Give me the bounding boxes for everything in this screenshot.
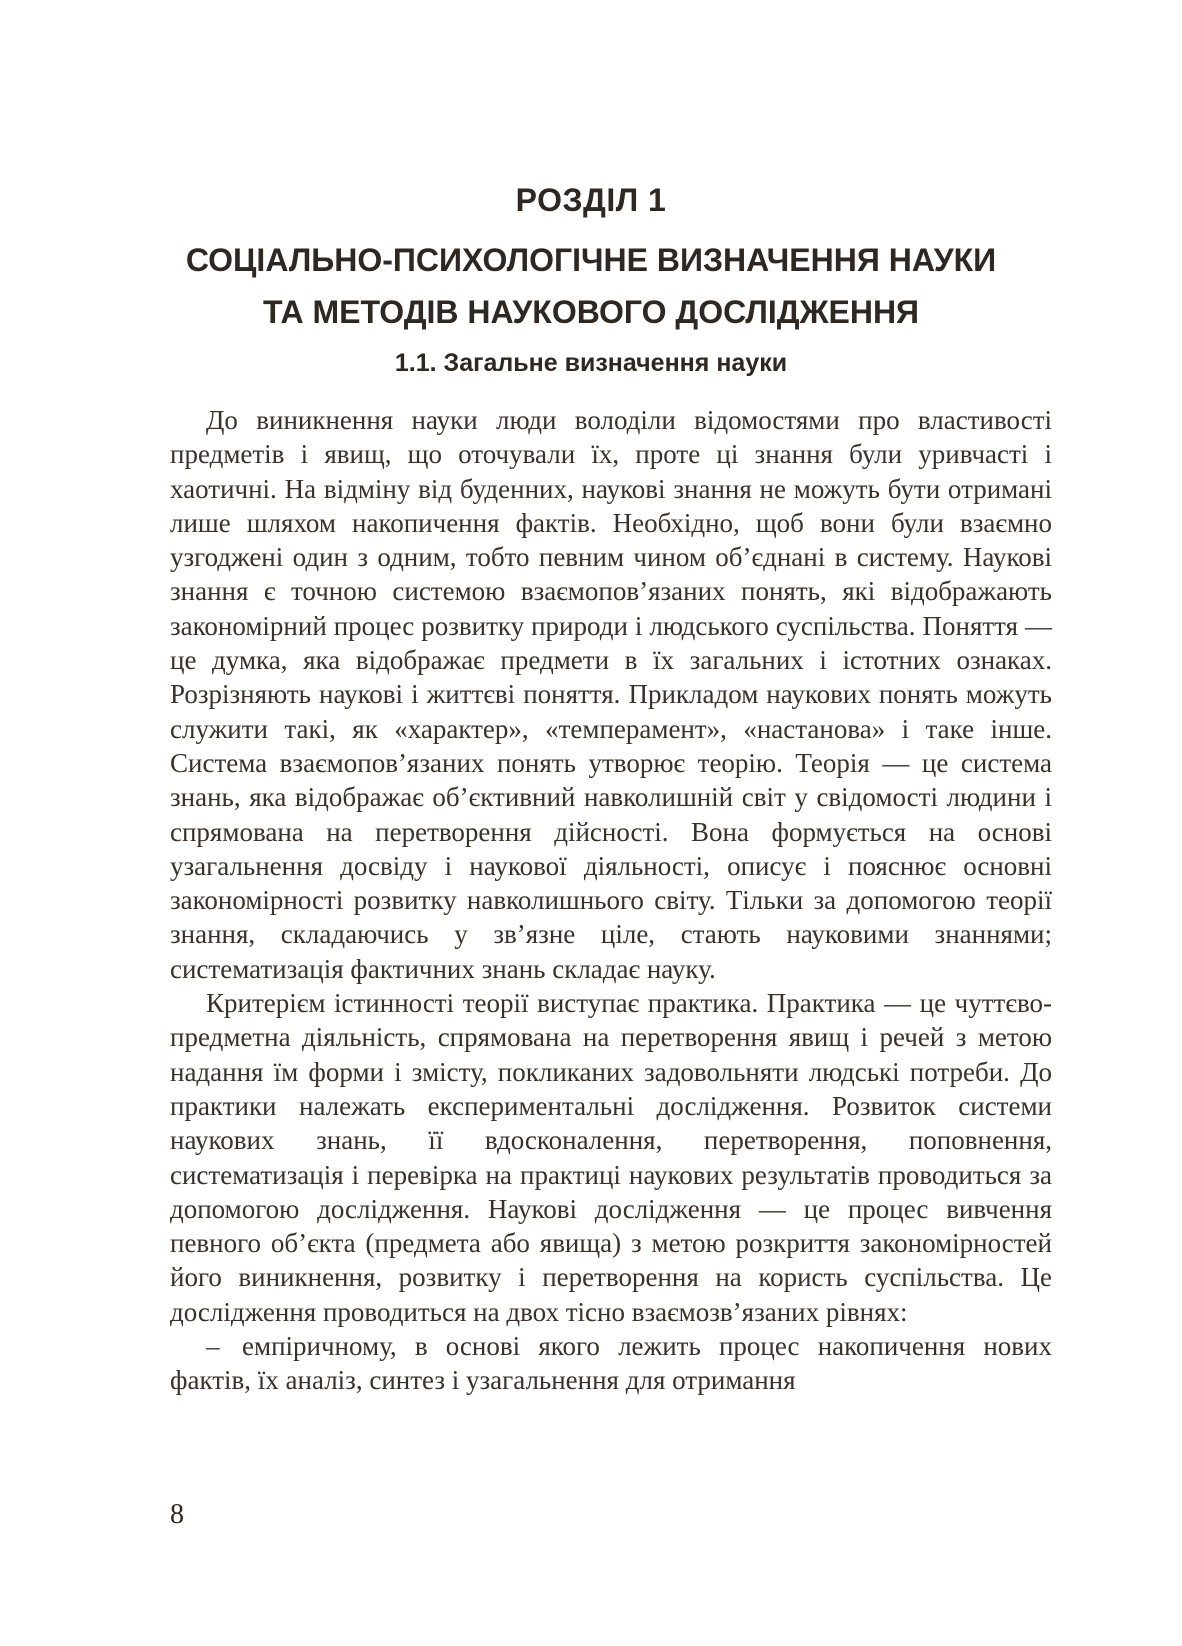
chapter-title [0,234,1182,338]
list-item-text: емпіричному, в основі якого лежить процес накопичення нових фактів, їх аналіз, синтез і узагальнення для отримання [170,1331,1052,1396]
paragraph: Критерієм істинності теорії виступає практика. Практика — це чуттєво-предметна діяльність, спрямована на перетворення явищ і речей з метою надання їм форми і змісту, покликаних задовольняти людські потреби. До практики належать експериментальні дослідження. Розвиток системи наукових знань, її вдосконалення, перетворення, поповнення, систематизація і перевірка на практиці наукових результатів проводиться за допомогою дослідження. Наукові дослідження — це процес вивчення певного об’єкта (предмета або явища) з метою розкриття закономірностей його виникнення, розвитку і перетворення на користь суспільства. Це дослідження проводиться на двох тісно взаємозв’язаних рівнях: [170,988,1052,1327]
paragraph: До виникнення науки люди володіли відомостями про властивості предметів і явищ, що оточували їх, проте ці знання були уривчасті і хаотичні. На відміну від буденних, наукові знання не можуть бути отримані лише шляхом накопичення фактів. Необхідно, щоб вони були взаємно узгоджені один з одним, тобто певним чином об’єднані в систему. Наукові знання є точною системою взаємопов’язаних понять, які відображають закономірний процес розвитку природи і людського суспільства. Поняття — це думка, яка відображає предмети в їх загальних і істотних ознаках. Розрізняють наукові і життєві поняття. Прикладом наукових понять можуть служити такі, як «характер», «темперамент», «настанова» і таке інше. Система взаємопов’язаних понять утворює теорію. Теорія — це система знань, яка відображає об’єктивний навколишній світ у свідомості людини і спрямована на перетворення дійсності. Вона формується на основі узагальнення досвіду і наукової діяльності, описує і пояснює основні закономірності розвитку навколишнього світу. Тільки за допомогою теорії знання, складаючись у зв’язне ціле, стають науковими знаннями; систематизація фактичних знань складає науку. [170,405,1052,984]
list-item [170,1329,1052,1398]
section-title: 1.1. Загальне визначення науки [394,349,788,377]
body-text [170,403,1052,1398]
chapter-title-line: ТА МЕТОДІВ НАУКОВОГО ДОСЛІДЖЕННЯ [262,294,920,330]
page-number: 8 [170,1499,184,1530]
chapter-label: РОЗДІЛ 1 [515,182,667,218]
list-dash: – [206,1331,220,1362]
list [170,1329,1052,1398]
chapter-title-line: СОЦІАЛЬНО-ПСИХОЛОГІЧНЕ ВИЗНАЧЕННЯ НАУКИ [185,242,997,278]
